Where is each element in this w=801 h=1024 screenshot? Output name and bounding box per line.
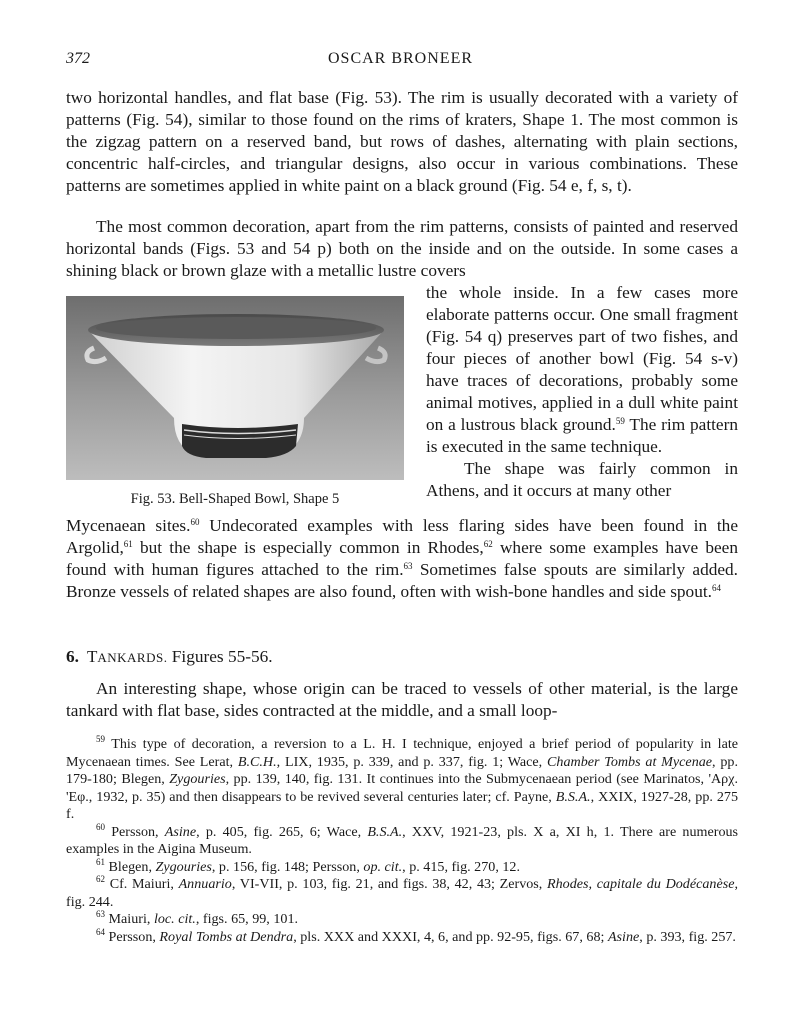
bowl-photograph <box>66 296 404 480</box>
text-block-1 <box>66 87 738 197</box>
section-title-initial: T <box>86 647 98 666</box>
footnote-62: $^{62}$ Cf. Maiuri, Annuario, VI-VII, p. 103, fig. 21, and figs. 38, 42, 43; Zervos, Rhodes, capitale du Dodécanèse, fig. 244. <box>66 874 738 910</box>
text-block-2 <box>66 216 738 282</box>
footnotes <box>66 736 738 946</box>
section-number: 6. <box>66 647 79 666</box>
text-block-3 <box>66 515 738 603</box>
footnote-ref: 61 <box>123 539 133 549</box>
section-title: ANKARDS. <box>97 650 168 665</box>
footnote-ref: 64 <box>711 583 721 593</box>
footnote-64: $^{64}$ Persson, Royal Tombs at Dendra, pls. XXX and XXXI, 4, 6, and pp. 92-95, figs. 67, 68; Asine, p. 393, fig. 257. <box>96 926 736 945</box>
footnote-60: $^{60}$ Persson, Asine, p. 405, fig. 265, 6; Wace, B.S.A., XXV, 1921-23, pls. X a, XI h, 1. There are numerous examples in the Aigina Museum. <box>66 821 739 857</box>
footnote-59: $^{59}$ This type of decoration, a reversion to a L. H. I technique, enjoyed a brief period of popularity in late Mycenaean times. See Lerat, B.C.H., LIX, 1935, p. 339, and p. 337, fig. 1; Wace, Chamber Tombs at Mycenae, pp. 179-180; Blegen, Zygouries, pp. 139, 140, fig. 131. It continues into the Submycenaean period (see Marinatos, 'Αρχ. 'Εφ., 1932, p. 35) and then disappears to be revived several centuries later; cf. Payne, B.S.A., XXIX, 1927-28, pp. 275 f. <box>66 734 739 822</box>
running-title: OSCAR BRONEER <box>327 50 474 67</box>
footnote-ref: 60 <box>190 517 200 527</box>
footnote-ref: 63 <box>403 561 413 571</box>
footnote-61: $^{61}$ Blegen, Zygouries, p. 156, fig. 148; Persson, op. cit., p. 415, fig. 270, 12. <box>96 856 520 875</box>
footnote-ref: 62 <box>483 539 493 549</box>
figure-caption: Fig. 53. Bell-Shaped Bowl, Shape 5 <box>130 491 340 507</box>
footnote-63: $^{63}$ Maiuri, loc. cit., figs. 65, 99, 101. <box>96 909 299 927</box>
paragraph-distribution-start: The shape was fairly common in Athens, and it occurs at many other <box>426 459 738 500</box>
page-number: 372 <box>66 50 90 67</box>
bell-shaped-bowl-illustration <box>66 296 404 480</box>
footnote-ref: 59 <box>615 416 625 426</box>
paragraph-decoration: The most common decoration, apart from the rim patterns, consists of painted and reserved horizontal bands (Figs. 53 and 54 p) both on the inside and on the outside. In some cases a shining black or brown glaze with a metallic lustre covers <box>66 217 738 280</box>
section-heading <box>66 647 273 667</box>
text-block-4 <box>66 678 738 722</box>
figure-53 <box>66 296 408 508</box>
paragraph-distribution: Mycenaean sites.$^{60}$ Undecorated examples with less flaring sides have been found in the Argolid,$^{61}$ but the shape is especially common in Rhodes,$^{62}$ where some examples have been found with human figures attached to the rim.$^{63}$ Sometimes false spouts are similarly added. Bronze vessels of related shapes are also found, often with wish-bone handles and side spout.$^{64}$ <box>66 516 738 601</box>
text-beside-figure <box>426 282 738 502</box>
paragraph-continued: two horizontal handles, and flat base (Fig. 53). The rim is usually decorated with a variety of patterns (Fig. 54), similar to those found on the rims of kraters, Shape 1. The most common is the zigzag pattern on a reserved band, but rows of dashes, alternating with plain sections, concentric half-circles, and triangular designs, also occur in various combinations. These patterns are sometimes applied in white paint on a black ground (Fig. 54 e, f, s, t). <box>66 88 738 195</box>
paragraph-decoration-continued: the whole inside. In a few cases more elaborate patterns occur. One small fragment (Fig. 54 q) preserves part of two fishes, and four pieces of another bowl (Fig. 54 s-v) have traces of decorations, probably some animal motives, applied in a dull white paint on a lustrous black ground.$^{59}$ The rim pattern is executed in the same technique. <box>426 283 738 456</box>
section-figures-ref: Figures 55-56. <box>171 647 273 666</box>
paragraph-tankards: An interesting shape, whose origin can be traced to vessels of other material, is the large tankard with flat base, sides contracted at the middle, and a small loop- <box>66 679 738 720</box>
